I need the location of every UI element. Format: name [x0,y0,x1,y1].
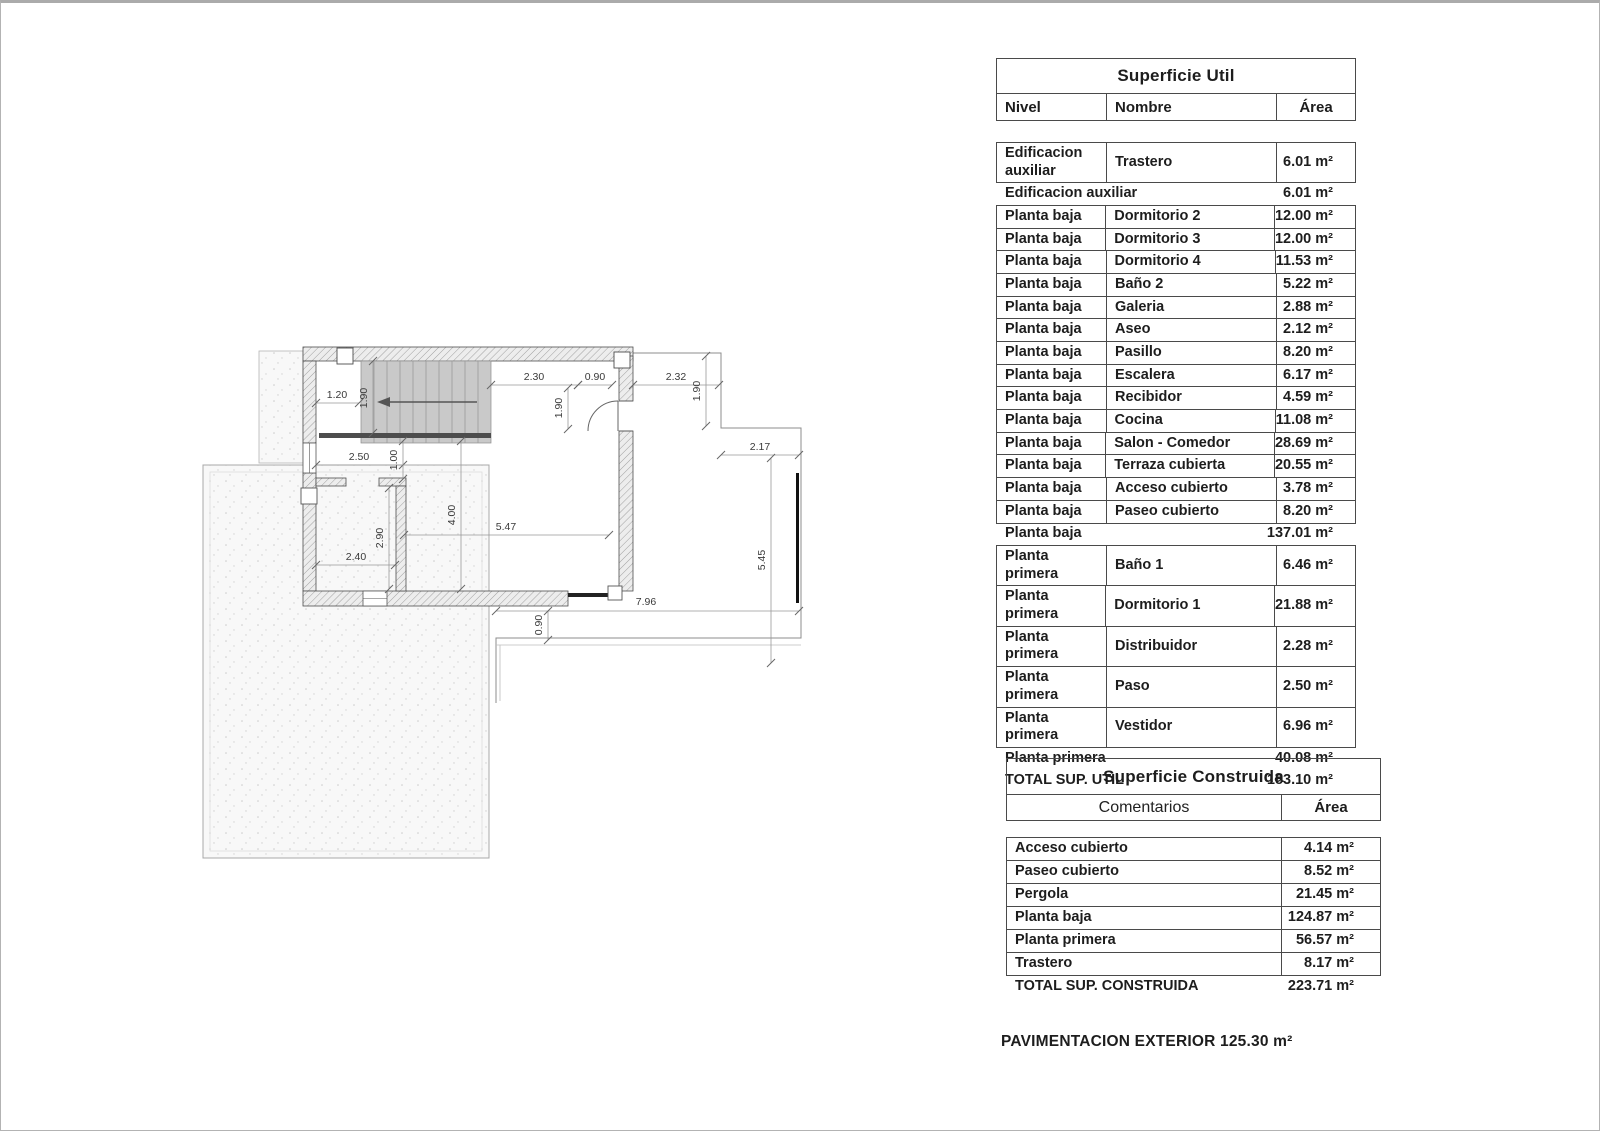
cell-nivel: Planta baja [997,342,1107,364]
table-row [996,386,1356,410]
cell-nombre: Aseo [1107,319,1277,341]
cell-comentario: Pergola [1007,884,1282,906]
superficie-util-title: Superficie Util [996,58,1356,94]
dimension-label: 0.90 [533,614,545,636]
cell-nombre: Dormitorio 2 [1106,206,1275,228]
dimension-label: 2.50 [348,451,370,463]
cell-label: TOTAL SUP. UTIL [1005,772,1124,789]
cell-area: 8.52 m² [1304,863,1354,880]
cell-nombre: Dormitorio 4 [1107,251,1276,273]
table-row [996,409,1356,433]
staircase [319,361,491,443]
cell-nombre: Recibidor [1107,387,1277,409]
table-row [996,432,1356,456]
entrance-door [588,401,633,431]
cell-nombre: Pasillo [1107,342,1277,364]
cell-nivel: Planta baja [997,410,1107,432]
dimension-label: 2.40 [345,551,367,563]
superficie-construida-header [1006,794,1381,821]
cell-nivel: Planta baja [997,387,1107,409]
cell-nivel: Planta baja [997,274,1107,296]
cell-area: 2.12 m² [1283,321,1333,338]
cell-area: 223.71 m² [1287,978,1354,995]
table-row [996,318,1356,342]
column-header-nivel: Nivel [997,94,1107,120]
cell-area: 4.14 m² [1304,840,1354,857]
cell-nombre: Dormitorio 1 [1106,586,1275,625]
cell-nivel: Planta baja [997,501,1107,523]
cell-nombre: Cocina [1107,410,1276,432]
superficie-util-body [996,142,1356,793]
table-row [1006,929,1381,953]
dimension-label: 2.32 [665,371,687,383]
cell-nivel: Planta baja [997,319,1107,341]
cell-nivel: Planta baja [997,478,1107,500]
cell-nombre: Paseo cubierto [1107,501,1277,523]
table-row [996,250,1356,274]
cell-area: 21.88 m² [1274,597,1333,614]
cell-label: TOTAL SUP. CONSTRUIDA [1015,978,1199,995]
table-row [996,142,1356,183]
cell-area: 6.96 m² [1283,718,1333,735]
superficie-construida-body [1006,837,1381,999]
cell-area: 8.20 m² [1283,502,1333,519]
cell-area: 12.00 m² [1274,207,1333,224]
superficie-construida-table [1006,758,1381,999]
cell-area: 8.20 m² [1283,344,1333,360]
table-row [996,296,1356,320]
dimension-label: 5.45 [756,549,768,571]
dimension-label: 0.90 [584,371,606,383]
column-header-comentarios: Comentarios [1007,795,1282,820]
subtotal-row [996,523,1356,547]
cell-area: 6.17 m² [1283,366,1333,383]
cell-area: 2.50 m² [1283,677,1333,694]
column-header-area: Área [1314,799,1348,816]
table-row [996,707,1356,748]
superficie-util-table [996,58,1356,793]
cell-nombre: Distribuidor [1107,627,1277,666]
total-row [1006,975,1381,999]
cell-nombre: Vestidor [1107,708,1277,747]
cell-nivel: Edificacion auxiliar [997,143,1107,182]
cell-area: 2.88 m² [1283,298,1333,315]
cell-nivel: Planta primera [997,586,1106,625]
cell-nivel: Planta baja [997,365,1107,387]
superficie-util-header [996,93,1356,121]
table-row [996,500,1356,524]
table-row [996,364,1356,388]
dimension-label: 1.90 [691,380,703,402]
cell-nombre: Escalera [1107,365,1277,387]
table-row [996,341,1356,365]
cell-area: 183.10 m² [1266,772,1333,789]
cell-area: 20.55 m² [1274,457,1333,474]
table-row [1006,837,1381,861]
cell-area: 5.22 m² [1283,275,1333,292]
cell-comentario: Trastero [1007,953,1282,975]
cell-comentario: Acceso cubierto [1007,838,1282,860]
cell-nombre: Acceso cubierto [1107,478,1277,500]
table-row [996,666,1356,707]
dimension-label: 2.17 [749,441,771,453]
glass-door [568,593,609,597]
table-row [1006,952,1381,976]
cell-area: 28.69 m² [1274,434,1333,451]
dimension-label: 1.20 [326,389,348,401]
cell-comentario: Planta baja [1007,907,1282,929]
cell-nivel: Planta primera [997,667,1107,706]
cell-nombre: Galeria [1107,297,1277,319]
cell-area: 11.08 m² [1275,412,1333,429]
cell-area: 21.45 m² [1295,886,1354,903]
cell-area: 6.46 m² [1283,556,1333,573]
cell-label: Planta baja [1005,525,1082,542]
cell-nivel: Planta baja [997,206,1106,228]
cell-area: 6.01 m² [1283,153,1333,170]
table-row [996,585,1356,626]
cell-area: 8.17 m² [1304,955,1354,972]
cell-nivel: Planta primera [997,546,1107,585]
cell-area: 40.08 m² [1274,749,1333,766]
floor-plan-drawing [191,333,811,873]
table-row [1006,883,1381,907]
table-row [996,205,1356,229]
cell-area: 4.59 m² [1283,389,1333,406]
subtotal-row [996,182,1356,206]
cell-area: 137.01 m² [1266,525,1333,542]
cell-nombre: Dormitorio 3 [1106,229,1275,251]
cell-nombre: Baño 2 [1107,274,1277,296]
cell-nivel: Planta primera [997,708,1107,747]
cell-nombre: Trastero [1107,143,1277,182]
cell-nivel: Planta baja [997,229,1106,251]
cell-area: 12.00 m² [1274,230,1333,247]
cell-nombre: Baño 1 [1107,546,1277,585]
table-row [1006,906,1381,930]
table-row [996,273,1356,297]
cell-nombre: Paso [1107,667,1277,706]
pavimentacion-exterior-note: PAVIMENTACION EXTERIOR 125.30 m² [1001,1033,1293,1050]
dimension-label: 1.90 [553,397,565,419]
cell-nivel: Planta baja [997,455,1106,477]
cell-area: 56.57 m² [1295,932,1354,949]
cell-label: Planta primera [1005,749,1106,766]
dimension-label: 4.00 [446,504,458,526]
cell-area: 11.53 m² [1275,253,1333,270]
dimension-label: 1.90 [358,387,370,409]
table-row [996,454,1356,478]
cell-nivel: Planta baja [997,433,1106,455]
column-header-nombre: Nombre [1107,94,1277,120]
dimension-label: 2.90 [374,527,386,549]
cell-area: 2.28 m² [1283,637,1333,654]
cell-nivel: Planta baja [997,251,1107,273]
terrace-outline [496,353,801,703]
table-row [996,228,1356,252]
cell-area: 6.01 m² [1283,185,1333,202]
table-row [996,626,1356,667]
cell-area: 3.78 m² [1283,480,1333,497]
column-header-area: Área [1299,98,1333,116]
dimension-label: 7.96 [635,596,657,608]
dimension-label: 1.00 [388,449,400,471]
table-row [996,477,1356,501]
cell-nivel: Planta baja [997,297,1107,319]
dimension-label: 5.47 [495,521,517,533]
dimension-label: 2.30 [523,371,545,383]
cell-nombre: Salon - Comedor [1106,433,1275,455]
table-row [996,545,1356,586]
cell-area: 124.87 m² [1287,909,1354,926]
cell-comentario: Paseo cubierto [1007,861,1282,883]
cell-nombre: Terraza cubierta [1106,455,1275,477]
superficie-construida-title: Superficie Construida [1006,758,1381,795]
cell-label: Edificacion auxiliar [1005,185,1138,202]
table-row [1006,860,1381,884]
cell-comentario: Planta primera [1007,930,1282,952]
cell-nivel: Planta primera [997,627,1107,666]
